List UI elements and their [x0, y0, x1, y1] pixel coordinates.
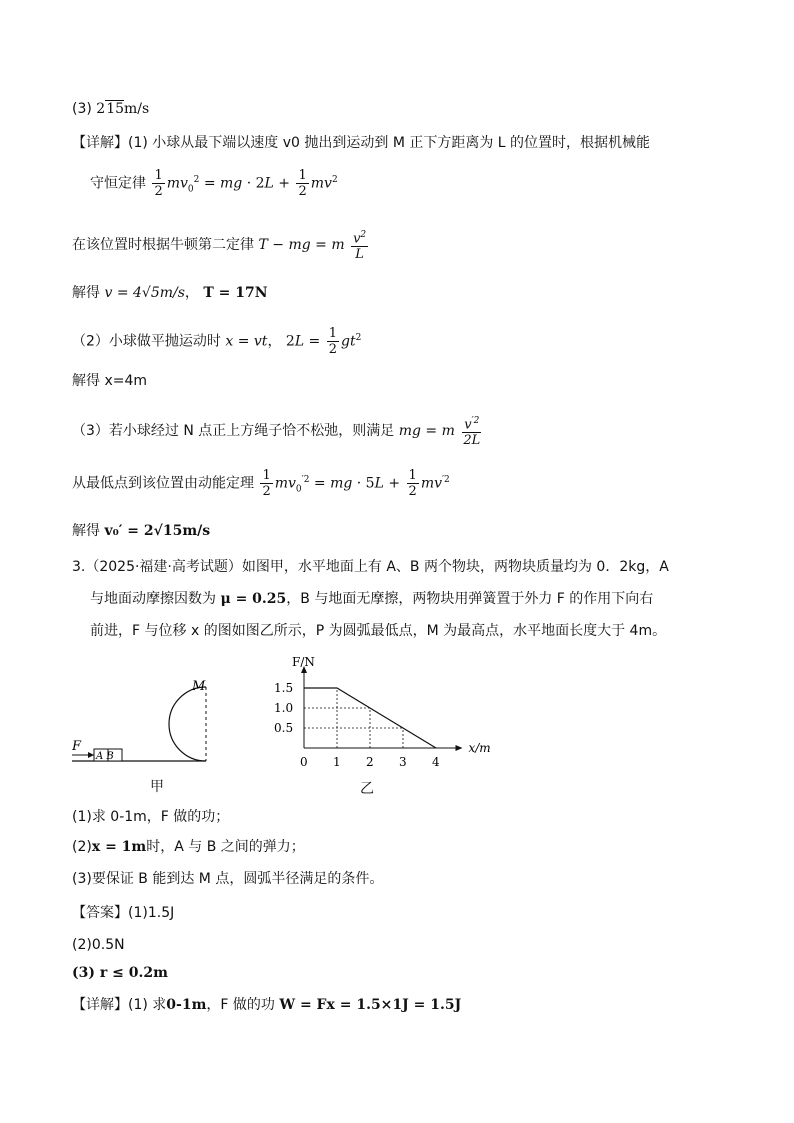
x-tick-label: 0	[300, 755, 308, 769]
x-tick-label: 4	[432, 755, 440, 769]
answer-3-radius: (3) r ≤ 0.2m	[72, 965, 168, 981]
figure-yi-caption: 乙	[360, 781, 374, 797]
kinetic-energy-theorem-line: 从最低点到该位置由动能定理 $\frac{1}{2}$ $mv_0^{'2}$ = mg · 5L + $\frac{1}{2}$ $mv^{'2}$	[72, 468, 450, 499]
x-tick-label: 3	[399, 755, 407, 769]
track-diagram	[72, 672, 252, 790]
question3-line1: 3.（2025·福建·高考试题）如图甲，水平地面上有 A、B 两个物块，两物块质量均为 0．2kg，A	[72, 559, 669, 575]
y-tick-label: 0.5	[274, 721, 294, 735]
solve-line-1: 解得 v = 4√5m/s， T = 17N	[72, 285, 268, 301]
label-AB: A B	[96, 751, 114, 762]
question3-line2: 与地面动摩擦因数为 μ = 0.25，B 与地面无摩擦，两物块用弹簧置于外力 F 的作用下向右	[90, 591, 654, 607]
x-axis-label: x/m	[468, 741, 491, 755]
answer-2: (2)0.5N	[72, 937, 125, 953]
x-tick-label: 2	[366, 755, 374, 769]
label-F: F	[72, 739, 82, 754]
newton-second-law-line: 在该位置时根据牛顿第二定律 T − mg = m $\frac{v^2}{L}$	[72, 230, 367, 263]
sub-question-3: (3)要保证 B 能到达 M 点，圆弧半径满足的条件。	[72, 871, 384, 887]
label-M: M	[192, 679, 206, 694]
answer-heading: 【答案】(1)1.5J	[72, 905, 175, 921]
y-tick-label: 1.5	[274, 681, 294, 695]
answer-3: (3) 215m/s	[72, 101, 150, 117]
detail-q3-line: 【详解】(1) 求0-1m，F 做的功 W = Fx = 1.5×1J = 1.5J	[72, 997, 462, 1013]
question3-line3: 前进，F 与位移 x 的图如图乙所示，P 为圆弧最低点，M 为最高点，水平地面长度大于 4m。	[90, 623, 667, 639]
y-axis-label: F/N	[292, 655, 315, 669]
detail-lead: 【详解】(1) 小球从最下端以速度 v0 抛出到运动到 M 正下方距离为 L 的位置时，根据机械能	[72, 135, 651, 151]
x-axis-arrow	[456, 745, 463, 751]
chart-axes	[292, 655, 491, 755]
sub-question-2: (2)x = 1m时，A 与 B 之间的弹力；	[72, 839, 305, 855]
semicircle-arc	[169, 687, 206, 761]
part2-line: （2）小球做平抛运动时 x = vt， 2L = $\frac{1}{2}$ $gt^2$	[72, 326, 362, 357]
solve-line-2: 解得 x=4m	[72, 373, 148, 389]
force-displacement-chart	[268, 648, 508, 778]
chart-tick-labels	[274, 681, 440, 769]
figure-jia-caption: 甲	[150, 779, 164, 795]
chart-guides	[304, 688, 403, 748]
part3-line: （3）若小球经过 N 点正上方绳子恰不松弛，则满足 mg = m $\frac{v^{'2}}{2L}$	[72, 416, 481, 449]
force-arrow-head	[88, 752, 94, 758]
figure-yi	[268, 648, 508, 797]
solve-line-3: 解得 v₀′ = 2√15m/s	[72, 523, 211, 539]
y-tick-label: 1.0	[274, 701, 294, 715]
sub-question-1: (1)求 0-1m，F 做的功；	[72, 809, 230, 825]
x-tick-label: 1	[333, 755, 341, 769]
energy-conservation-line: 守恒定律 $\frac{1}{2}$ $mv_0^2$ = mg · 2L + $\frac{1}{2}$ $mv^2$	[90, 168, 338, 199]
figure-jia	[72, 672, 252, 794]
